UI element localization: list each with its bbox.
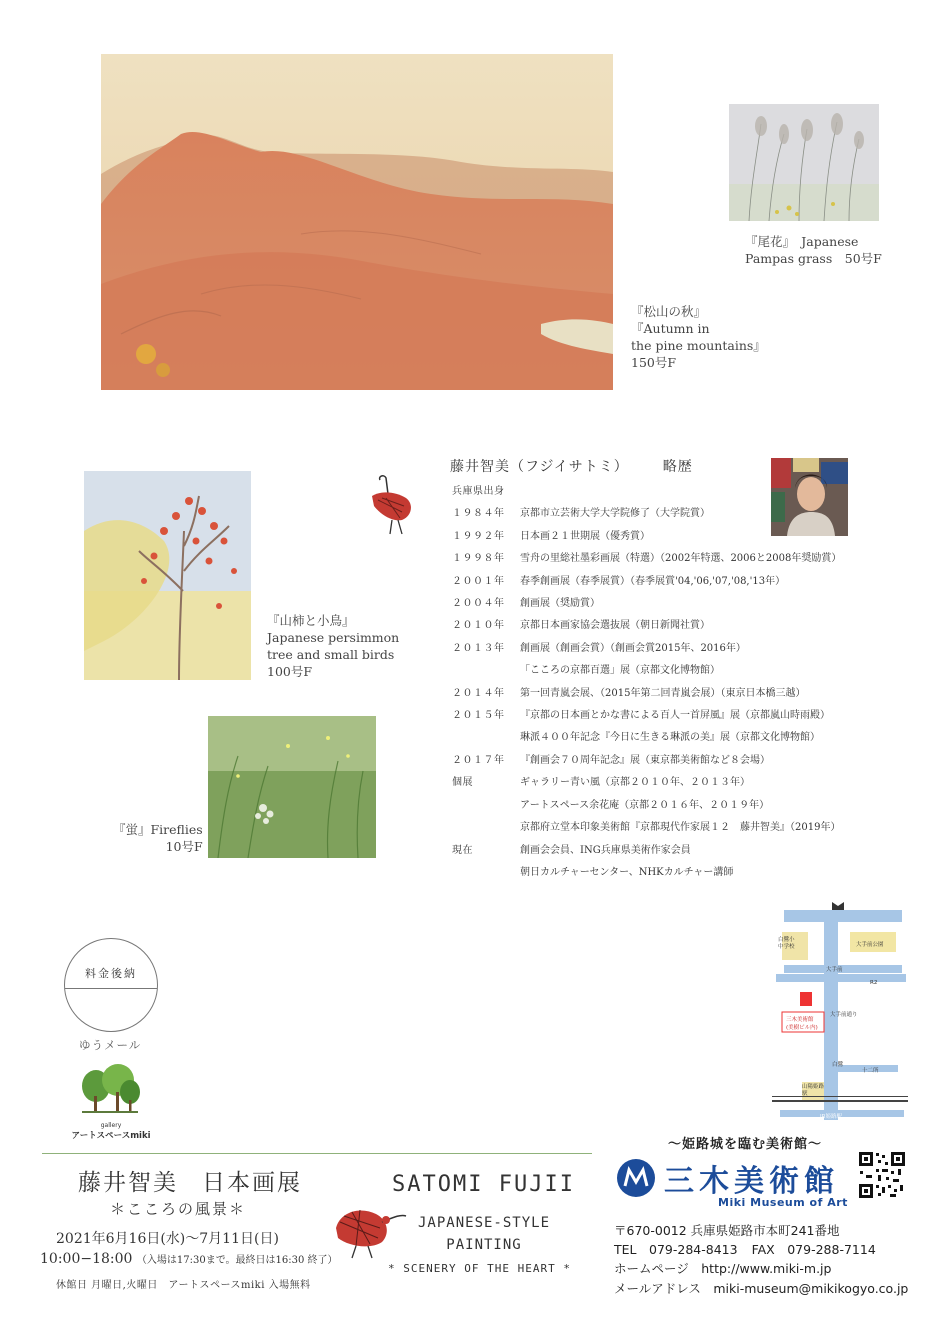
gallery-logo-text	[66, 1122, 156, 1141]
bio-entry: 創画会会員、ING兵庫県美術作家会員	[520, 844, 691, 856]
english-genre	[418, 1212, 550, 1256]
bio-year: １９９２年	[452, 530, 505, 542]
bio-row	[452, 571, 892, 593]
bio-row	[452, 593, 892, 615]
caption-line: the pine mountains』	[631, 338, 766, 353]
bio-entry: 京都府立堂本印象美術館『京都現代作家展１２ 藤井智美』（2019年）	[520, 822, 841, 834]
bio-year: １９９８年	[452, 553, 505, 565]
postage-paid-text: 料金後納	[85, 967, 137, 980]
bio-list	[452, 481, 892, 884]
bio-entry: 雪舟の里総社墨彩画展（特選）（2002年特選、2006と2008年奨励賞）	[520, 553, 842, 565]
bio-row	[452, 660, 892, 682]
exhibition-artist: 藤井智美	[78, 1170, 178, 1196]
bio-row	[452, 862, 892, 884]
caption-line: 150号F	[631, 355, 677, 370]
footer-divider	[42, 1153, 592, 1154]
bio-entry: 日本画２１世期展（優秀賞）	[520, 530, 650, 542]
bio-entry: 『創画会７０周年記念』展（東京都美術館など８会場）	[520, 754, 770, 766]
bio-row	[452, 503, 892, 525]
painting-autumn-pine-mountains-art	[101, 54, 613, 390]
yumail-label: ゆうメール	[79, 1038, 142, 1052]
caption-autumn-pine-mountains	[631, 303, 766, 371]
caption-line: Japanese persimmon	[267, 630, 400, 645]
bio-entry: 京都市立芸術大学大学院修了（大学院賞）	[520, 508, 710, 520]
museum-name-english: Miki Museum of Art	[718, 1196, 848, 1209]
homepage-link[interactable]: ホームページ http://www.miki-m.jp	[614, 1261, 832, 1277]
qr-code-icon[interactable]	[858, 1151, 906, 1199]
bio-entry: 琳派４００年記念『今日に生きる琳派の美』展（京都文化博物館）	[520, 732, 820, 744]
artist-name: 藤井智美（フジイサトミ）	[450, 459, 629, 475]
english-subtitle: * SCENERY OF THE HEART *	[388, 1262, 571, 1275]
bio-year: ２０１３年	[452, 642, 505, 654]
map-label-building: (美樹ビル内)	[786, 1025, 818, 1031]
bio-row	[452, 615, 892, 637]
bio-row	[452, 840, 892, 862]
museum-phone	[614, 1240, 908, 1259]
painting-fireflies-art	[208, 716, 376, 858]
english-artist-name: SATOMI FUJII	[392, 1172, 575, 1197]
bio-entry: ギャラリー青い風（京都２０１０年、２０１３年）	[520, 777, 750, 789]
bio-row	[452, 481, 892, 503]
english-genre-line-1: JAPANESE-STYLE	[418, 1215, 551, 1231]
exhibition-hours-note: （入場は17:30まで。最終日は16:30 終了）	[136, 1255, 338, 1266]
bio-year: ２０１４年	[452, 687, 505, 699]
bio-year: ２０１５年	[452, 710, 505, 722]
email-link[interactable]: メールアドレス miki-museum@mikikogyo.co.jp	[614, 1280, 909, 1296]
bio-year: ２０１７年	[452, 754, 505, 766]
bio-year	[452, 727, 520, 749]
bio-row	[452, 727, 892, 749]
bio-year	[452, 795, 520, 817]
gallery-small-text: gallery	[100, 1122, 122, 1129]
bio-year: 兵庫県出身	[452, 486, 505, 497]
bio-row	[452, 750, 892, 772]
museum-email	[614, 1279, 908, 1298]
map-label-ote: 大手前	[826, 967, 843, 973]
bio-year: １９８４年	[452, 508, 505, 520]
exhibition-hours-main: 10:00−18:00	[40, 1251, 133, 1267]
caption-line: 10号F	[165, 839, 203, 854]
map-label-junisho: 十二所	[862, 1068, 879, 1074]
caption-fireflies	[113, 821, 203, 855]
crane-bird-icon	[364, 474, 422, 536]
caption-line: 『松山の秋』	[631, 304, 707, 319]
tel-text: TEL 079-284-8413	[614, 1242, 738, 1258]
painting-pampas-grass-art	[729, 104, 879, 221]
painting-pampas-grass	[729, 104, 879, 221]
bio-entry: 「こころの京都百選」展（京都文化博物館）	[520, 665, 720, 677]
bio-year: ２００１年	[452, 575, 505, 587]
bio-year: 個展	[452, 777, 473, 789]
bio-year	[452, 862, 520, 884]
map-label-ote-dori: 大手前通り	[830, 1012, 858, 1018]
painting-persimmon-tree-art	[84, 471, 251, 680]
bio-year: 現在	[452, 844, 473, 856]
pheasant-bird-icon	[330, 1198, 410, 1260]
exhibition-title	[78, 1164, 302, 1197]
caption-persimmon-tree	[267, 612, 399, 680]
bio-entry: 第一回青嵐会展、（2015年第二回青嵐会展）（東京日本橋三越）	[520, 687, 806, 699]
bio-year	[452, 660, 520, 682]
bio-entry: 創画展（奨励賞）	[520, 598, 600, 610]
museum-logo-icon	[616, 1158, 656, 1198]
exhibition-closed-days: 休館日 月曜日,火曜日 アートスペースmiki 入場無料	[56, 1280, 311, 1291]
bio-label: 略歴	[662, 459, 693, 475]
museum-contact	[614, 1221, 908, 1298]
map-label-jr-station: JR姫路駅	[820, 1114, 842, 1120]
caption-line: Pampas grass 50号F	[745, 251, 882, 266]
address-text: 〒670-0012 兵庫県姫路市本町241番地	[614, 1223, 840, 1238]
bio-entry: アートスペース余花庵（京都２０１６年、２０１９年）	[520, 799, 770, 811]
map-label-sanyo-station: 山陽姫路駅	[802, 1084, 825, 1097]
painting-persimmon-tree	[84, 471, 251, 680]
map-label-shirasagi: 白鷺	[832, 1062, 844, 1068]
painting-fireflies	[208, 716, 376, 858]
caption-line: 『Autumn in	[631, 321, 710, 336]
bio-entry: 春季創画展（春季展賞）（春季展賞'04,'06,'07,'08,'13年）	[520, 575, 786, 587]
caption-line: 100号F	[267, 664, 313, 679]
bio-row	[452, 683, 892, 705]
exhibition-dates: 2021年6月16日(水)〜7月11日(日)	[56, 1231, 279, 1247]
fax-text: FAX 079-288-7114	[751, 1242, 876, 1258]
bio-entry: 京都日本画家協会選抜展（朝日新聞社賞）	[520, 620, 710, 632]
bio-row	[452, 526, 892, 548]
museum-homepage	[614, 1259, 908, 1278]
gallery-name: アートスペースmiki	[71, 1131, 151, 1141]
exhibition-subtitle: ＊こころの風景＊	[110, 1200, 247, 1218]
map-label-school: 白鷺小中学校	[778, 937, 795, 950]
bio-entry: 朝日カルチャーセンター、NHKカルチャー講師	[520, 866, 734, 878]
museum-tagline: 〜姫路城を臨む美術館〜	[668, 1137, 823, 1152]
caption-line: 『蛍』Fireflies	[113, 822, 203, 837]
bio-year: ２００４年	[452, 598, 505, 610]
bio-year	[452, 817, 520, 839]
caption-line: 『山柿と小鳥』	[267, 613, 355, 628]
caption-line: 『尾花』 Japanese	[745, 234, 859, 249]
postage-divider	[65, 988, 157, 989]
gallery-trees-logo-icon	[78, 1064, 142, 1114]
painting-autumn-pine-mountains	[101, 54, 613, 390]
postage-paid-mark	[64, 938, 158, 1032]
bio-year: ２０１０年	[452, 620, 505, 632]
english-genre-line-2: PAINTING	[446, 1237, 522, 1253]
map-label-park: 大手前公園	[856, 942, 884, 948]
bio-entry: 創画展（創画会賞）（創画会賞2015年、2016年）	[520, 642, 746, 654]
bio-row	[452, 795, 892, 817]
map-label-r2: R2	[870, 980, 878, 986]
exhibition-genre: 日本画展	[202, 1170, 302, 1196]
museum-address	[614, 1221, 908, 1240]
caption-pampas-grass	[745, 233, 882, 267]
bio-heading	[450, 456, 693, 476]
bio-row	[452, 817, 892, 839]
exhibition-hours	[40, 1251, 338, 1267]
bio-row	[452, 772, 892, 794]
museum-name: 三木美術館	[664, 1164, 839, 1199]
bio-row	[452, 548, 892, 570]
bio-row	[452, 705, 892, 727]
caption-line: tree and small birds	[267, 647, 395, 662]
map-label-museum: 三木美術館	[786, 1017, 814, 1023]
bio-entry: 『京都の日本画とかな書による百人一首屏風』展（京都嵐山時雨殿）	[520, 710, 830, 722]
bio-row	[452, 638, 892, 660]
